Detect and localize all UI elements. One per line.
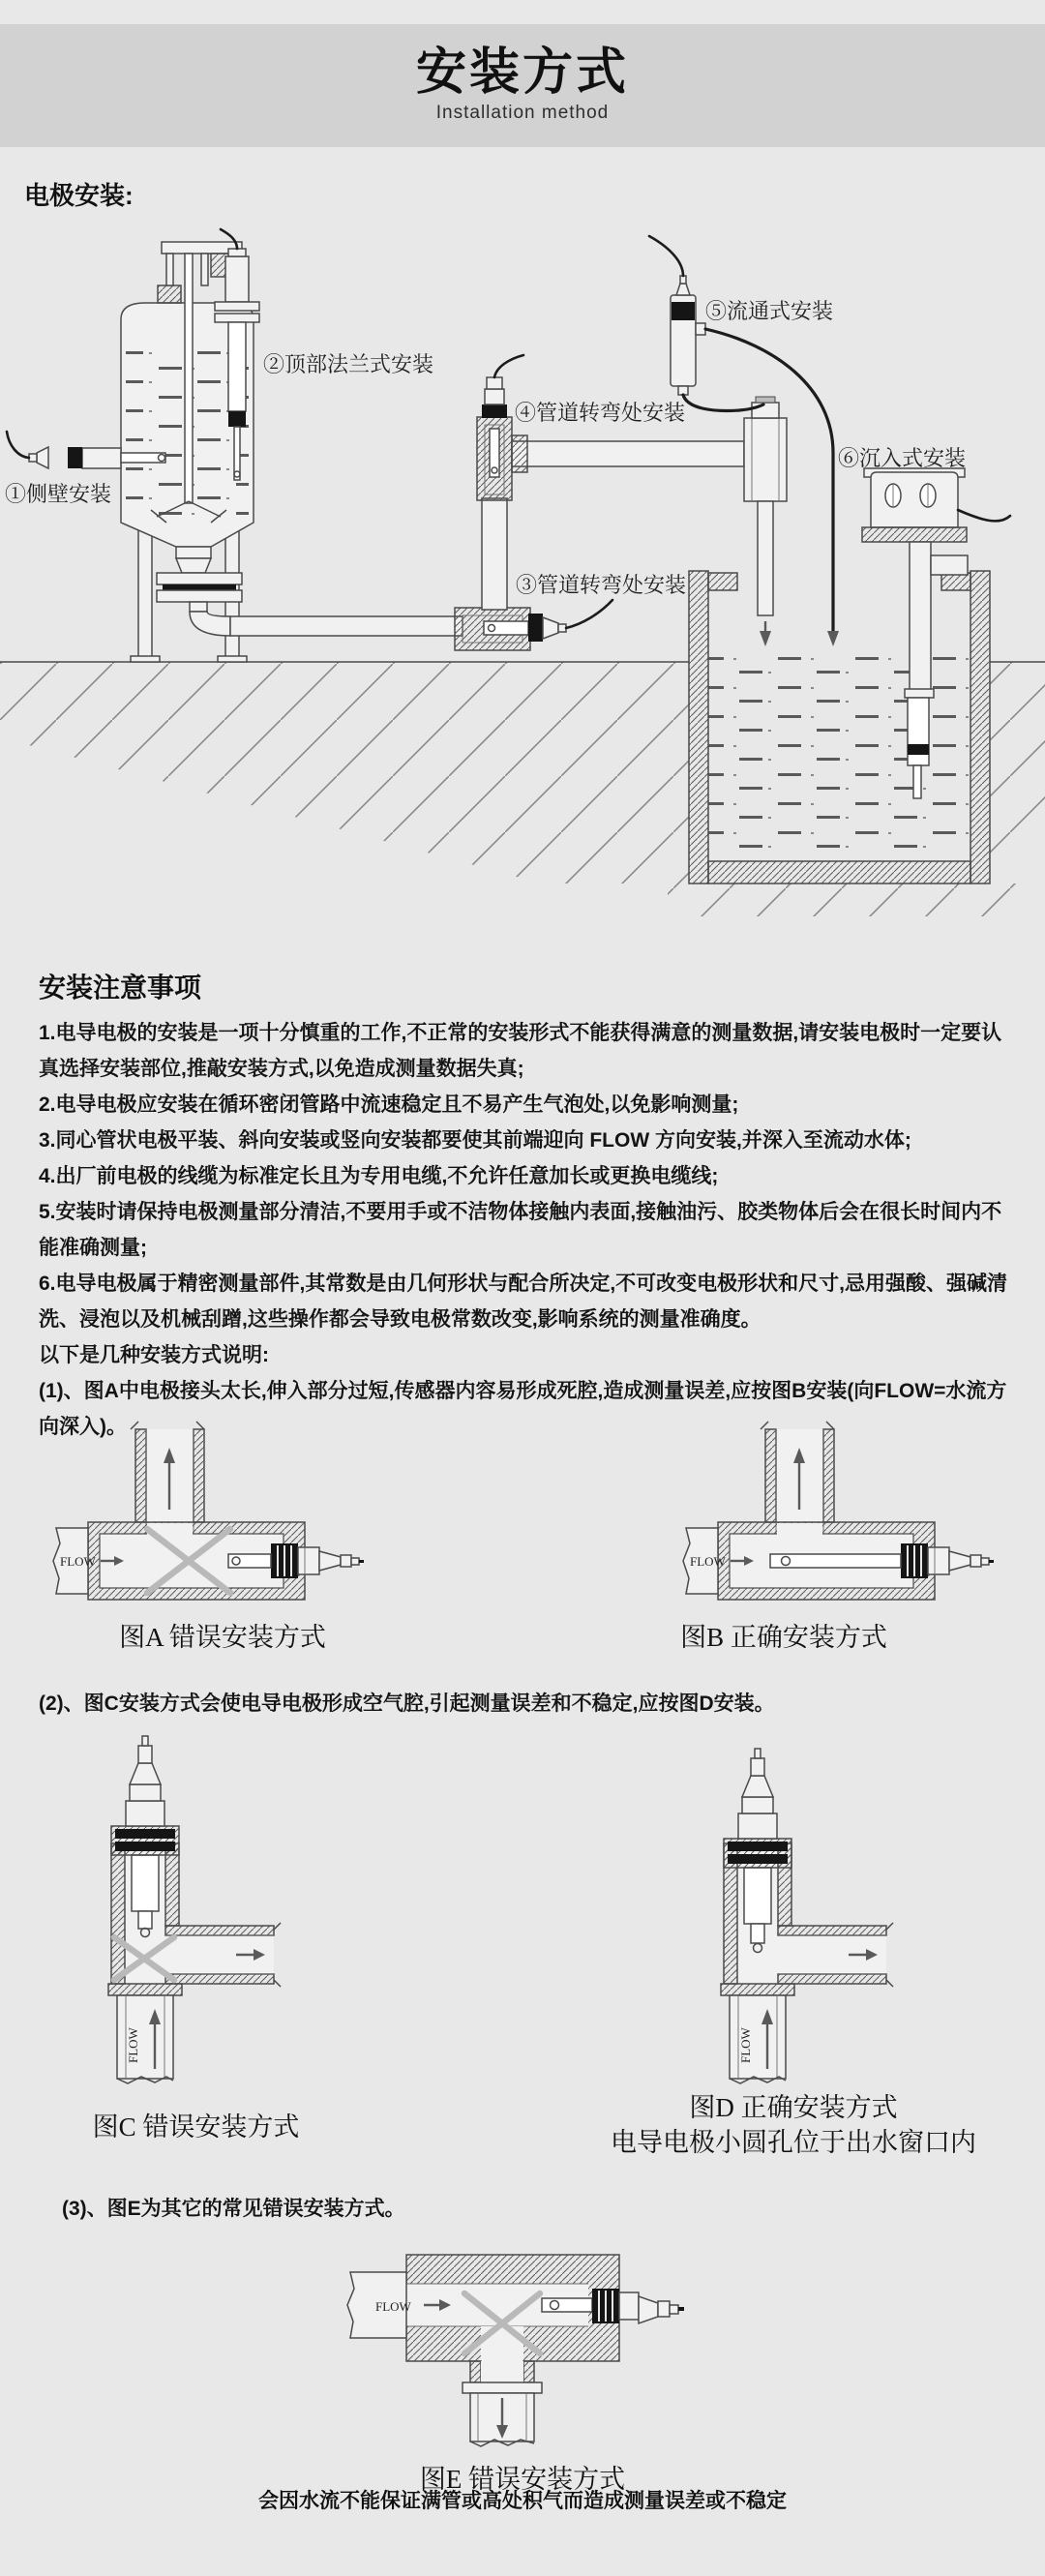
figure-a-caption: 图A 错误安装方式	[119, 1623, 326, 1652]
down-arrow-icon	[760, 631, 771, 646]
notes-intro: 以下是几种安装方式说明:	[39, 1344, 269, 1366]
agitator-shaft	[185, 254, 193, 503]
figure-e-warning: 会因水流不能保证满管或高处积气而造成测量误差或不稳定	[258, 2490, 787, 2512]
diagram-label-5: ⑤流通式安装	[705, 299, 834, 323]
figure-d-caption-line1: 图D 正确安装方式	[689, 2093, 898, 2122]
diagram-label-1: ①侧壁安装	[5, 482, 112, 506]
floor-pipe	[230, 616, 463, 636]
note-item: 1.电导电极的安装是一项十分慎重的工作,不正常的安装形式不能获得满意的测量数据,请安装电极时一定要认真选择安装部位,推敲安装方式,以免造成测量数据失真;	[39, 1022, 1002, 1080]
figure-d-caption	[595, 2090, 992, 2160]
note-item: 3.同心管状电极平装、斜向安装或竖向安装都要使其前端迎向 FLOW 方向安装,并深入至流动水体;	[39, 1129, 911, 1152]
riser-pipe	[482, 498, 507, 610]
note-item: 5.安装时请保持电极测量部分清洁,不要用手或不洁物体接触内表面,接触油污、胶类物体后会在很长时间内不能准确测量;	[39, 1201, 1002, 1259]
header-band	[0, 24, 1045, 147]
figure-c	[108, 1736, 281, 2083]
explanation-3-text: (3)、图E为其它的常见错误安装方式。	[62, 2198, 405, 2220]
figure-b	[683, 1422, 994, 1600]
in-ground-tank	[689, 571, 990, 884]
figure-d-caption-line2: 电导电极小圆孔位于出水窗口内	[611, 2128, 976, 2157]
note-item: 4.出厂前电极的线缆为标准定长且为专用电缆,不允许任意加长或更换电缆线;	[39, 1165, 719, 1187]
far-tee	[744, 418, 787, 501]
installation-notes	[39, 967, 1008, 1445]
sensor-cable	[958, 510, 1010, 521]
installation-overview-diagram	[0, 215, 1045, 936]
diagram-label-6: ⑥沉入式安装	[838, 446, 967, 470]
down-arrow-icon	[827, 631, 839, 646]
explanation-3	[62, 2191, 1031, 2227]
figure-a	[53, 1422, 364, 1600]
note-item: 6.电导电极属于精密测量部件,其常数是由几何形状与配合所决定,不可改变电极形状和尺寸,忌用强酸、强碱清洗、浸泡以及机械刮蹭,这些操作都会导致电极常数改变,影响系统的测量准确度。	[39, 1273, 1008, 1331]
figure-d	[721, 1749, 893, 2083]
diagram-label-2: ②顶部法兰式安装	[263, 352, 434, 376]
drop-pipe	[758, 501, 773, 615]
figure-e	[347, 2255, 684, 2446]
explanation-2	[39, 1686, 1008, 1722]
figure-c-caption: 图C 错误安装方式	[92, 2112, 300, 2142]
explanation-2-text: (2)、图C安装方式会使电导电极形成空气腔,引起测量误差和不稳定,应按图D安装。	[39, 1692, 775, 1715]
pipe-elbow	[190, 612, 230, 636]
tank-leg	[138, 523, 152, 660]
sensor-cable	[566, 600, 612, 628]
page-title: 安装方式	[415, 45, 629, 101]
figure-e-caption: 图E 错误安装方式	[419, 2465, 626, 2494]
sensor-cable	[649, 236, 683, 276]
stirred-tank	[121, 242, 463, 662]
diagram-label-4: ④管道转弯处安装	[515, 401, 686, 425]
flow-label: FLOW	[375, 2299, 411, 2314]
sensor-cable	[7, 432, 29, 458]
page-subtitle: Installation method	[435, 103, 610, 124]
diagram-label-3: ③管道转弯处安装	[516, 573, 687, 597]
notes-heading: 安装注意事项	[39, 973, 202, 1003]
note-item: 2.电导电极应安装在循环密闭管路中流速稳定且不易产生气泡处,以免影响测量;	[39, 1093, 739, 1116]
sensor-cable	[494, 355, 523, 377]
electrode-install-label: 电极安装:	[24, 181, 134, 210]
pipe-bend-sensors	[455, 355, 787, 650]
figure-c-d-diagram	[0, 1732, 1045, 2092]
figure-b-caption: 图B 正确安装方式	[680, 1623, 887, 1652]
immersion-pipe	[910, 542, 931, 697]
explanation-1: (1)、图A中电极接头太长,伸入部分过短,传感器内容易形成死腔,造成测量误差,应按图B安装(向FLOW=水流方向深入)。	[39, 1380, 1007, 1438]
figure-e-diagram	[0, 2240, 1045, 2451]
figure-a-b-diagram	[0, 1421, 1045, 1614]
